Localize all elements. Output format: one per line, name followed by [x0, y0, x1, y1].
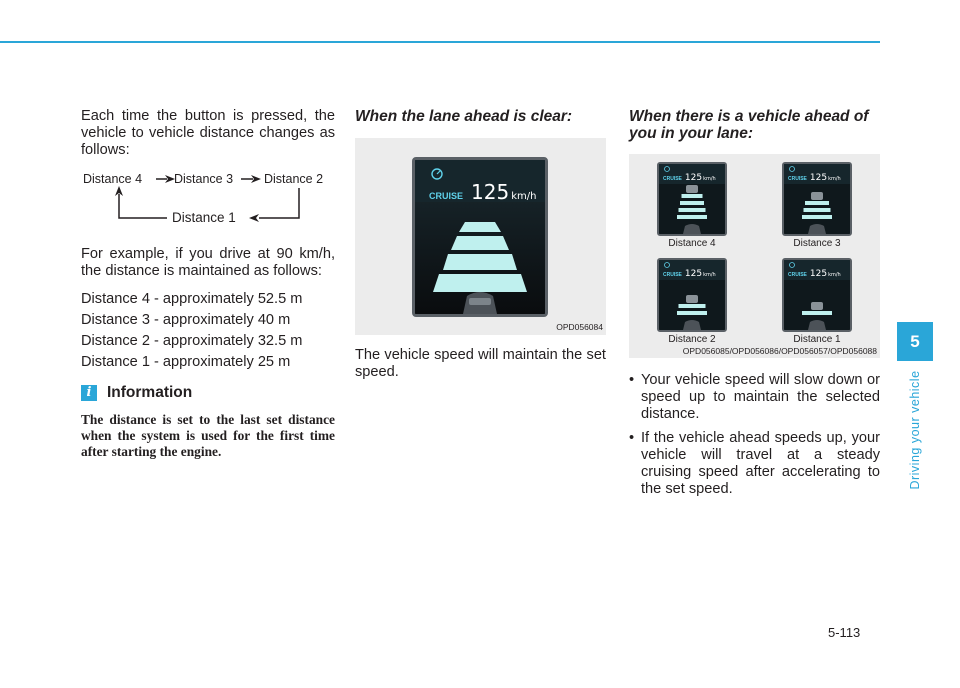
lane-clear-heading: When the lane ahead is clear: — [355, 108, 573, 125]
arrow-left-icon — [249, 214, 259, 222]
behavior-list-item: • If the vehicle ahead speeds up, your vehicle will travel at a steady cruising speed after accelerating to the set speed. — [629, 430, 880, 498]
distance-cycle-diagram — [81, 172, 335, 234]
information-body: The distance is set to the last set distance when the system is used for the first time after starting the engine. — [81, 412, 335, 459]
distance-caption: Distance 2 — [668, 334, 716, 345]
lane-clear-figure — [355, 138, 606, 335]
intro-paragraph: Each time the button is pressed, the vehicle to vehicle distance changes as follows: — [81, 108, 335, 158]
column-1 — [81, 108, 335, 460]
information-header — [81, 384, 335, 402]
figure-code: OPD056084 — [556, 322, 603, 332]
speed-unit: km/h — [828, 272, 841, 278]
arrow-line — [259, 188, 299, 218]
cruise-label: CRUISE — [788, 272, 807, 278]
distance-2-label: Distance 2 — [264, 172, 324, 186]
distance-caption: Distance 3 — [793, 238, 841, 249]
set-speed-value: 125 — [809, 269, 828, 279]
lead-vehicle-icon — [686, 185, 698, 193]
speed-unit: km/h — [828, 176, 841, 182]
gap-bar — [677, 215, 707, 219]
cruise-label: CRUISE — [429, 191, 464, 201]
gap-bar — [682, 194, 703, 198]
gap-bar — [802, 311, 832, 315]
gap-bar — [679, 208, 706, 212]
distance-list-item: Distance 1 - approximately 25 m — [81, 354, 291, 370]
set-speed-value: 125 — [471, 180, 510, 204]
set-speed-value: 125 — [684, 173, 703, 183]
gap-bar — [679, 304, 706, 308]
arrow-line — [119, 194, 167, 218]
column-3 — [629, 108, 880, 505]
cruise-label: CRUISE — [663, 272, 682, 278]
gap-bar — [802, 215, 832, 219]
distance-3-label: Distance 3 — [174, 172, 234, 186]
speed-unit: km/h — [703, 176, 716, 182]
cluster-display-mini — [657, 162, 727, 236]
page-number: 5-113 — [828, 625, 861, 640]
chapter-title: Driving your vehicle — [908, 370, 922, 490]
distance-list — [81, 291, 335, 371]
header-rule — [0, 41, 880, 43]
behavior-list — [629, 372, 880, 498]
distance-caption: Distance 1 — [793, 334, 841, 345]
cruise-label: CRUISE — [663, 176, 682, 182]
gap-bar — [680, 201, 704, 205]
set-speed-value: 125 — [684, 269, 703, 279]
lead-vehicle-icon — [811, 302, 823, 310]
distance-caption: Distance 4 — [668, 238, 716, 249]
distance-list-item: Distance 2 - approximately 32.5 m — [81, 333, 303, 349]
distance-figures-grid — [629, 154, 880, 358]
distance-1-label: Distance 1 — [172, 210, 236, 225]
information-title: Information — [107, 384, 193, 401]
chapter-number-tab: 5 — [897, 322, 933, 361]
vehicle-ahead-heading: When there is a vehicle ahead of you in your lane: — [629, 108, 869, 142]
distance-figure — [755, 252, 879, 348]
behavior-list-item: • Your vehicle speed will slow down or speed up to maintain the selected distance. — [629, 372, 880, 423]
gap-bar — [677, 311, 707, 315]
lead-vehicle-icon — [686, 295, 698, 303]
figures-code: OPD056085/OPD056086/OPD056057/OPD056088 — [682, 346, 877, 356]
distance-list-item: Distance 3 - approximately 40 m — [81, 312, 291, 328]
gap-bar — [805, 201, 829, 205]
set-speed-value: 125 — [809, 173, 828, 183]
example-paragraph: For example, if you drive at 90 km/h, the distance is maintained as follows: — [81, 246, 335, 279]
distance-figure — [630, 252, 754, 348]
cruise-label: CRUISE — [788, 176, 807, 182]
gap-bar — [804, 208, 831, 212]
distance-4-label: Distance 4 — [83, 172, 143, 186]
lane-clear-body: The vehicle speed will maintain the set speed. — [355, 347, 606, 380]
column-2 — [355, 108, 606, 381]
cluster-display-mini — [782, 258, 852, 332]
distance-list-item: Distance 4 - approximately 52.5 m — [81, 291, 303, 307]
distance-figure — [630, 156, 754, 252]
cluster-display-mini — [782, 162, 852, 236]
speed-unit: km/h — [703, 272, 716, 278]
info-icon: i — [81, 385, 97, 401]
distance-figure — [755, 156, 879, 252]
speed-unit: km/h — [511, 191, 537, 202]
cluster-display — [412, 157, 548, 317]
lead-vehicle-icon — [811, 192, 823, 200]
cluster-display-mini — [657, 258, 727, 332]
